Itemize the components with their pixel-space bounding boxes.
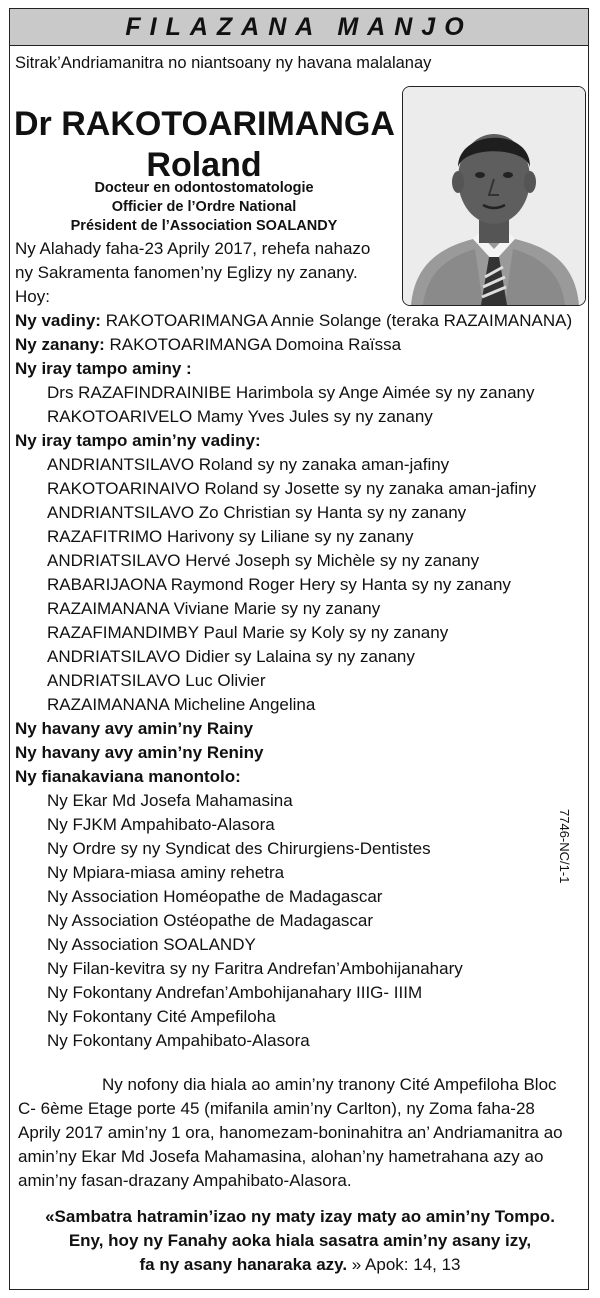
whole-family-label: Ny fianakaviana manontolo: bbox=[15, 767, 241, 786]
quote-text: Eny, hoy ny Fanahy aoka hiala sasatra amin’ny asany izy, bbox=[68, 1231, 532, 1250]
title-line: Président de l’Association SOALANDY bbox=[70, 218, 338, 234]
list-item: RAKOTOARIVELO Mamy Yves Jules sy ny zanany bbox=[47, 407, 433, 426]
list-item: Ny FJKM Ampahibato-Alasora bbox=[47, 815, 275, 834]
closing-line: amin’ny Ekar Md Josefa Mahamasina, alohan’ny hametrahana azy ao bbox=[18, 1147, 544, 1166]
list-item: ANDRIANTSILAVO Roland sy ny zanaka aman-jafiny bbox=[47, 455, 450, 474]
list-item: Ny Mpiara-miasa aminy rehetra bbox=[47, 863, 285, 882]
notice-banner: FILAZANA MANJO bbox=[10, 9, 588, 46]
list-item: Ny Fokontany Andrefan’Ambohijanahary IIIG- IIIM bbox=[47, 983, 423, 1002]
death-notice-line: Ny Alahady faha-23 Aprily 2017, rehefa nahazo bbox=[15, 239, 371, 258]
deceased-name: Dr RAKOTOARIMANGA bbox=[14, 105, 395, 143]
spouse-label: Ny vadiny: bbox=[15, 311, 101, 330]
deceased-firstname: Roland bbox=[146, 146, 262, 184]
quote-text: «Sambatra hatramin’izao ny maty izay maty ao amin’ny Tompo. bbox=[45, 1207, 555, 1226]
list-item: ANDRIATSILAVO Didier sy Lalaina sy ny zanany bbox=[47, 647, 415, 666]
child-label: Ny zanany: bbox=[15, 335, 105, 354]
closing-line: C- 6ème Etage porte 45 (mifanila amin’ny Carlton), ny Zoma faha-28 bbox=[18, 1099, 535, 1118]
death-notice-line: Hoy: bbox=[15, 287, 50, 306]
list-item: Ny Ekar Md Josefa Mahamasina bbox=[47, 791, 293, 810]
paternal-family-label: Ny havany avy amin’ny Rainy bbox=[15, 719, 254, 738]
list-item: RAKOTOARINAIVO Roland sy Josette sy ny zanaka aman-jafiny bbox=[47, 479, 537, 498]
list-item: Ny Ordre sy ny Syndicat des Chirurgiens-Dentistes bbox=[47, 839, 431, 858]
list-item: Ny Association Ostéopathe de Madagascar bbox=[47, 911, 374, 930]
list-item: RAZAFIMANDIMBY Paul Marie sy Koly sy ny zanany bbox=[47, 623, 449, 642]
list-item: RAZAIMANANA Viviane Marie sy ny zanany bbox=[47, 599, 381, 618]
title-line: Docteur en odontostomatologie bbox=[94, 180, 314, 196]
portrait-photo bbox=[402, 86, 586, 306]
list-item: ANDRIANTSILAVO Zo Christian sy Hanta sy ny zanany bbox=[47, 503, 467, 522]
list-item: RABARIJAONA Raymond Roger Hery sy Hanta sy ny zanany bbox=[47, 575, 511, 594]
title-line: Officier de l’Ordre National bbox=[111, 199, 297, 215]
list-item: Ny Filan-kevitra sy ny Faritra Andrefan’Ambohijanahary bbox=[47, 959, 463, 978]
list-item: Ny Association Homéopathe de Madagascar bbox=[47, 887, 383, 906]
list-item: ANDRIATSILAVO Hervé Joseph sy Michèle sy ny zanany bbox=[47, 551, 480, 570]
list-item: ANDRIATSILAVO Luc Olivier bbox=[47, 671, 266, 690]
list-item: RAZAFITRIMO Harivony sy Liliane sy ny zanany bbox=[47, 527, 414, 546]
child-line bbox=[15, 333, 401, 357]
notice-frame bbox=[9, 8, 589, 1290]
list-item: Ny Fokontany Ampahibato-Alasora bbox=[47, 1031, 310, 1050]
reference-code: 7746-NC/1-1 bbox=[557, 809, 572, 884]
quote-line bbox=[10, 1253, 590, 1277]
intro-text: Sitrak’Andriamanitra no niantsoany ny havana malalanay bbox=[15, 54, 432, 72]
quote-reference: » Apok: 14, 13 bbox=[347, 1255, 461, 1274]
spouse-siblings-label: Ny iray tampo amin’ny vadiny: bbox=[15, 431, 261, 450]
quote-line bbox=[10, 1229, 590, 1253]
child-name: RAKOTOARIMANGA Domoina Raïssa bbox=[104, 335, 402, 354]
spouse-line bbox=[15, 309, 572, 333]
closing-line: Ny nofony dia hiala ao amin’ny tranony Cité Ampefiloha Bloc bbox=[102, 1075, 557, 1094]
closing-line: Aprily 2017 amin’ny 1 ora, hanomezam-boninahitra an’ Andriamanitra ao bbox=[18, 1123, 563, 1142]
death-notice-line: ny Sakramenta fanomen’ny Eglizy ny zanany. bbox=[15, 263, 358, 282]
list-item: Drs RAZAFINDRAINIBE Harimbola sy Ange Aimée sy ny zanany bbox=[47, 383, 535, 402]
siblings-label: Ny iray tampo aminy : bbox=[15, 359, 192, 378]
quote-line bbox=[10, 1205, 590, 1229]
spouse-name: RAKOTOARIMANGA Annie Solange (teraka RAZAIMANANA) bbox=[100, 311, 573, 330]
list-item: Ny Association SOALANDY bbox=[47, 935, 256, 954]
list-item: Ny Fokontany Cité Ampefiloha bbox=[47, 1007, 276, 1026]
quote-text: fa ny asany hanaraka azy. bbox=[139, 1255, 348, 1274]
maternal-family-label: Ny havany avy amin’ny Reniny bbox=[15, 743, 264, 762]
list-item: RAZAIMANANA Micheline Angelina bbox=[47, 695, 316, 714]
closing-line: amin’ny fasan-drazany Ampahibato-Alasora. bbox=[18, 1171, 352, 1190]
